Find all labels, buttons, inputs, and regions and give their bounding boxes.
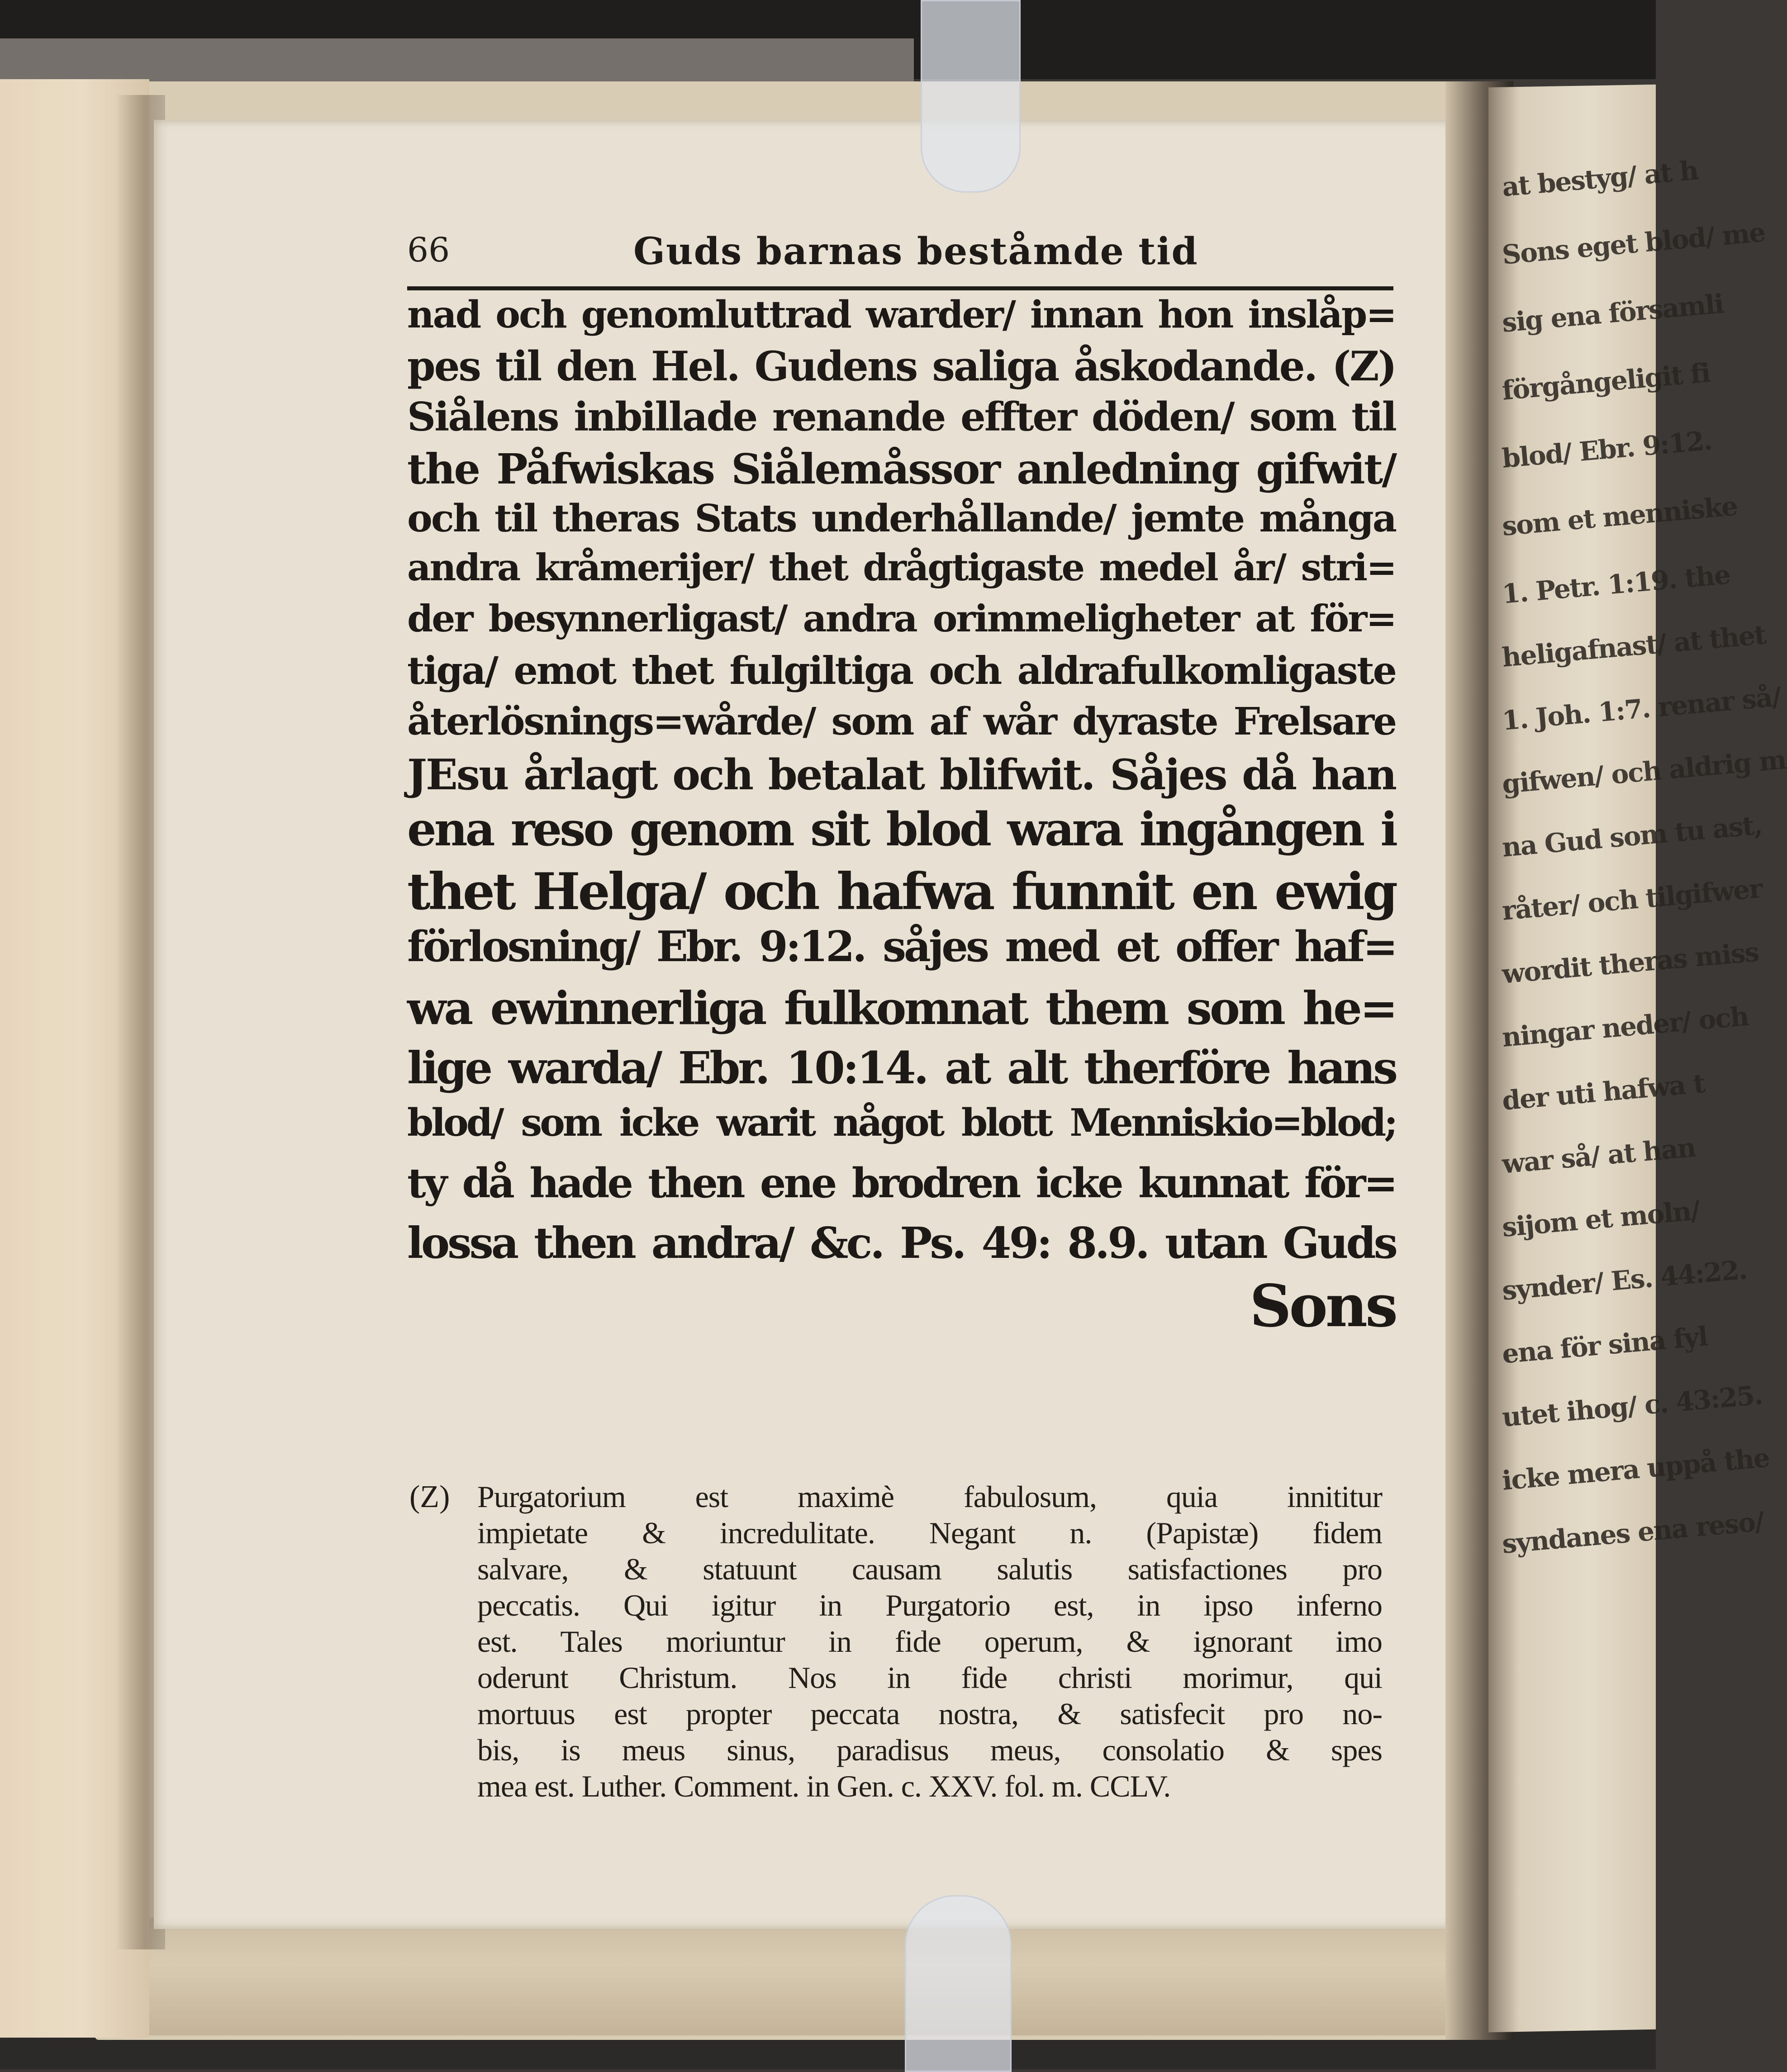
text-line: blod/ som icke warit något blott Menniskio=blod; [407, 1100, 1396, 1145]
text-line: pes til den Hel. Gudens saliga åskodande. (Z) [407, 343, 1396, 390]
right-page-line: ena för sina fyl [1501, 1321, 1709, 1370]
text-line: förlosning/ Ebr. 9:12. såjes med et offer haf= [407, 922, 1396, 971]
text-line: tiga/ emot thet fulgiltiga och aldrafulkomligaste [407, 648, 1396, 693]
right-page-line: at bestyg/ at h [1501, 155, 1699, 203]
right-page-line: icke mera uppå the [1501, 1442, 1771, 1496]
facing-page-right-text [1501, 155, 1787, 1710]
right-page-line: 1. Petr. 1:19. the [1501, 559, 1731, 610]
right-page-line: råter/ och tilgifwer [1501, 872, 1763, 926]
right-page-line: sig ena församli [1501, 288, 1725, 338]
footnote-line: mortuus est propter peccata nostra, & satisfecit pro no- [477, 1697, 1382, 1731]
footnote-line: salvare, & statuunt causam salutis satisfactiones pro [477, 1552, 1382, 1586]
footnote-line: impietate & incredulitate. Negant n. (Papistæ) fidem [477, 1516, 1382, 1550]
footnote-line: bis, is meus sinus, paradisus meus, consolatio & spes [477, 1733, 1382, 1767]
right-page-line: Sons eget blod/ me [1501, 217, 1766, 270]
right-page-line: sijom et moln/ [1501, 1195, 1701, 1243]
text-line: Siålens inbillade renande effter döden/ som til [407, 394, 1396, 440]
right-page-line: syndanes ena reso/ [1501, 1506, 1765, 1560]
right-page-line: ningar neder/ och [1501, 1000, 1750, 1053]
right-page-line: der uti hafwa t [1501, 1068, 1706, 1116]
page-holder-clip-top [921, 0, 1021, 193]
right-page-line: gifwen/ och aldrig m [1501, 744, 1787, 800]
text-line: och til theras Stats underhållande/ jemte många [407, 496, 1396, 541]
right-page-line: wordit theras miss [1501, 936, 1760, 990]
footnote-line: mea est. Luther. Comment. in Gen. c. XXV. fol. m. CCLV. [477, 1769, 1171, 1803]
footnote-line: peccatis. Qui igitur in Purgatorio est, in ipso inferno [477, 1588, 1382, 1622]
running-title: Guds barnas beståmde tid [633, 230, 1198, 273]
text-line: the Påfwiskas Siålemåssor anledning gifwit/ [407, 445, 1396, 493]
text-line: der besynnerligast/ andra orimmeligheter at för= [407, 597, 1396, 640]
text-line: återlösnings=wårde/ som af wår dyraste Frelsare [407, 699, 1396, 744]
footnote-line: oderunt Christum. Nos in fide christi morimur, qui [477, 1660, 1382, 1695]
header-rule [407, 286, 1393, 290]
right-page-line: 1. Joh. 1:7. renar så/ [1501, 681, 1782, 736]
right-page-line: synder/ Es. 44:22. [1501, 1254, 1748, 1306]
text-line: ty då hade then ene brodren icke kunnat för= [407, 1159, 1396, 1207]
text-line: nad och genomluttrad warder/ innan hon inslåp= [407, 293, 1396, 337]
book-page-edges [95, 1918, 1507, 2035]
catchword: Sons [1250, 1272, 1396, 1340]
text-line: lige warda/ Ebr. 10:14. at alt therföre hans [407, 1042, 1396, 1094]
right-page-line: na Gud som tu ast, [1501, 809, 1763, 863]
right-page-line: blod/ Ebr. 9:12. [1501, 425, 1713, 474]
text-line: JEsu årlagt och betalat blifwit. Såjes då han [407, 750, 1396, 799]
right-page-line: förgångeligit fi [1501, 357, 1711, 406]
right-page-line: heligafnast/ at thet [1501, 619, 1767, 673]
text-line: lossa then andra/ &c. Ps. 49: 8.9. utan Guds [407, 1218, 1396, 1268]
right-page-line: som et menniske [1501, 490, 1739, 542]
scanner-plate-strip [0, 38, 914, 81]
page-header [407, 231, 1393, 276]
text-line: ena reso genom sit blod wara ingången i [407, 802, 1396, 856]
footnote-line: est. Tales moriuntur in fide operum, & ignorant imo [477, 1624, 1382, 1659]
right-page-line: war så/ at han [1501, 1132, 1697, 1180]
footnote-marker: (Z) [409, 1479, 450, 1514]
text-line: wa ewinnerliga fulkomnat them som he= [407, 981, 1396, 1035]
page-number: 66 [407, 231, 450, 270]
page-holder-clip-bottom [905, 1895, 1012, 2072]
text-line: andra kråmerijer/ thet drågtigaste medel år/ stri= [407, 546, 1396, 589]
right-page-line: utet ihog/ c. 43:25. [1501, 1379, 1763, 1433]
footnote-line: Purgatorium est maximè fabulosum, quia innititur [477, 1479, 1382, 1514]
text-line: thet Helga/ och hafwa funnit en ewig [407, 862, 1396, 921]
